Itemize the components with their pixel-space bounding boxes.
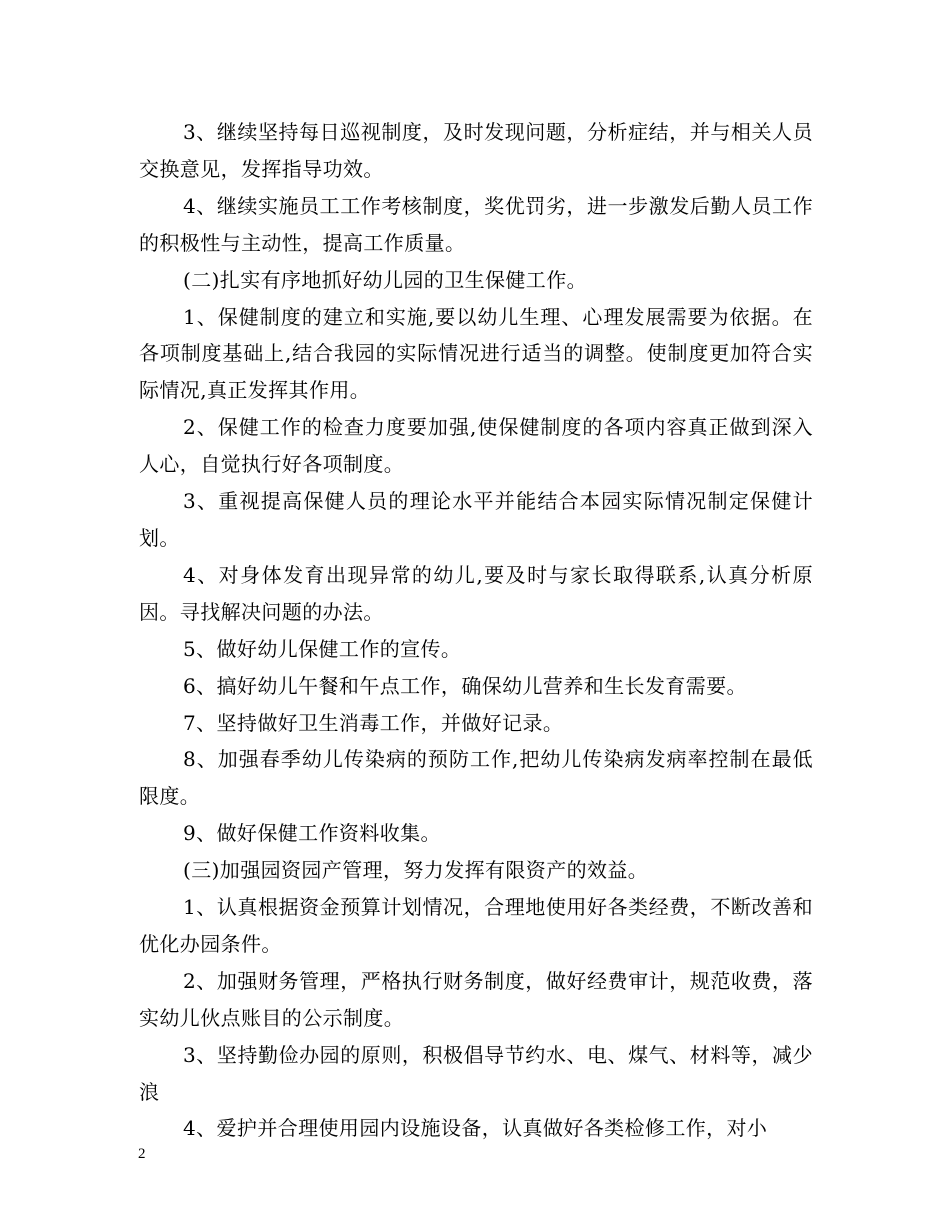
paragraph-health-4: 4、对身体发育出现异常的幼儿,要及时与家长取得联系,认真分析原因。寻找解决问题的办法。 [139,562,813,624]
paragraph-item-4-assessment: 4、继续实施员工工作考核制度，奖优罚劣，进一步激发后勤人员工作的积极性与主动性，提高工作质量。 [139,193,813,255]
paragraph-health-9: 9、做好保健工作资料收集。 [183,821,441,846]
paragraph-health-2: 2、保健工作的检查力度要加强,使保健制度的各项内容真正做到深入人心，自觉执行好各项制度。 [139,415,813,477]
paragraph-health-3: 3、重视提高保健人员的理论水平并能结合本园实际情况制定保健计划。 [139,489,813,550]
paragraph-health-8: 8、加强春季幼儿传染病的预防工作,把幼儿传染病发病率控制在最低限度。 [139,747,813,809]
paragraph-assets-2: 2、加强财务管理，严格执行财务制度，做好经费审计，规范收费，落实幼儿伙点账目的公示制度。 [139,968,813,1030]
section-heading-3: (三)加强园资园产管理，努力发挥有限资产的效益。 [183,858,649,883]
paragraph-health-1: 1、保健制度的建立和实施,要以幼儿生理、心理发展需要为依据。在各项制度基础上,结合我园的实际情况进行适当的调整。使制度更加符合实际情况,真正发挥其作用。 [139,304,813,403]
section-heading-2: (二)扎实有序地抓好幼儿园的卫生保健工作。 [183,267,588,292]
paragraph-item-3-patrol: 3、继续坚持每日巡视制度，及时发现问题，分析症结，并与相关人员交换意见，发挥指导功效。 [139,120,813,181]
document-body [139,114,813,1147]
paragraph-assets-1: 1、认真根据资金预算计划情况，合理地使用好各类经费，不断改善和优化办园条件。 [139,895,813,956]
paragraph-health-5: 5、做好幼儿保健工作的宣传。 [183,636,462,661]
paragraph-health-6: 6、搞好幼儿午餐和午点工作，确保幼儿营养和生长发育需要。 [183,673,747,698]
paragraph-assets-3: 3、坚持勤俭办园的原则，积极倡导节约水、电、煤气、材料等，减少浪 [139,1042,813,1104]
paragraph-assets-4: 4、爱护并合理使用园内设施设备，认真做好各类检修工作，对小 [183,1116,768,1141]
page-number: 2 [138,1146,146,1162]
paragraph-health-7: 7、坚持做好卫生消毒工作，并做好记录。 [183,710,564,735]
